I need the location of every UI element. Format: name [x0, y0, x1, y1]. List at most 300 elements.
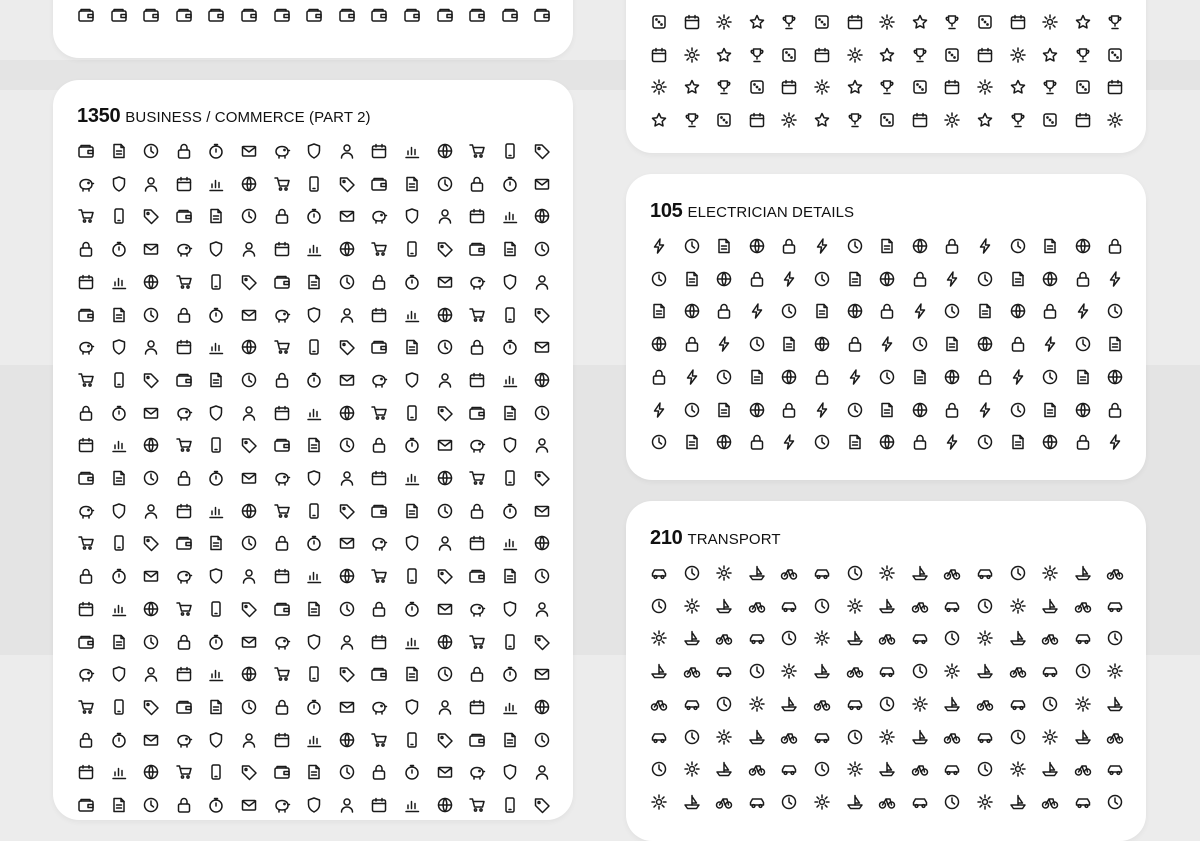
calendar-icon: [175, 175, 193, 193]
globe-icon: [338, 240, 356, 258]
wallet-icon: [370, 6, 388, 24]
piggy-bank-icon: [468, 273, 486, 291]
clock-icon: [846, 728, 864, 746]
bike-icon: [715, 629, 733, 647]
cart-icon: [273, 338, 291, 356]
document-icon: [943, 335, 961, 353]
globe-icon: [240, 175, 258, 193]
document-icon: [846, 433, 864, 451]
car-icon: [780, 760, 798, 778]
calendar-icon: [846, 13, 864, 31]
stopwatch-icon: [501, 502, 519, 520]
tag-icon: [436, 731, 454, 749]
document-icon: [911, 368, 929, 386]
document-icon: [780, 335, 798, 353]
clock-icon: [1009, 728, 1027, 746]
calendar-icon: [1074, 111, 1092, 129]
wallet-icon: [370, 338, 388, 356]
phone-icon: [305, 175, 323, 193]
boat-icon: [911, 564, 929, 582]
chart-icon: [501, 698, 519, 716]
icon-count: 105: [650, 200, 683, 222]
car-icon: [976, 564, 994, 582]
bike-icon: [683, 662, 701, 680]
wallet-icon: [77, 142, 95, 160]
clock-icon: [943, 302, 961, 320]
envelope-icon: [142, 567, 160, 585]
envelope-icon: [240, 633, 258, 651]
calendar-icon: [370, 306, 388, 324]
phone-icon: [207, 436, 225, 454]
calendar-icon: [1106, 78, 1124, 96]
lock-icon: [878, 302, 896, 320]
wallet-icon: [370, 175, 388, 193]
clock-icon: [240, 534, 258, 552]
boat-icon: [846, 629, 864, 647]
tag-icon: [533, 142, 551, 160]
calendar-icon: [273, 731, 291, 749]
gear-icon: [943, 662, 961, 680]
calendar-icon: [175, 502, 193, 520]
piggy-bank-icon: [468, 600, 486, 618]
chart-icon: [403, 633, 421, 651]
tag-icon: [240, 763, 258, 781]
chart-icon: [207, 175, 225, 193]
tag-icon: [436, 404, 454, 422]
category-name: BUSINESS / COMMERCE (PART 2): [125, 109, 371, 126]
chart-icon: [403, 142, 421, 160]
globe-icon: [142, 763, 160, 781]
clock-icon: [780, 629, 798, 647]
card-title: [77, 105, 371, 128]
envelope-icon: [436, 600, 454, 618]
globe-icon: [976, 335, 994, 353]
lock-icon: [77, 240, 95, 258]
lock-icon: [813, 368, 831, 386]
boat-icon: [976, 662, 994, 680]
lock-icon: [780, 401, 798, 419]
gear-icon: [878, 728, 896, 746]
stopwatch-icon: [207, 306, 225, 324]
tag-icon: [142, 371, 160, 389]
document-icon: [403, 502, 421, 520]
cart-icon: [468, 633, 486, 651]
car-icon: [1074, 793, 1092, 811]
document-icon: [1009, 270, 1027, 288]
car-icon: [1106, 760, 1124, 778]
phone-icon: [207, 273, 225, 291]
tag-icon: [533, 633, 551, 651]
clock-icon: [683, 564, 701, 582]
piggy-bank-icon: [370, 207, 388, 225]
boat-icon: [683, 793, 701, 811]
shield-icon: [110, 338, 128, 356]
lock-icon: [1106, 401, 1124, 419]
clock-icon: [748, 662, 766, 680]
car-icon: [780, 597, 798, 615]
bolt-icon: [1074, 302, 1092, 320]
stopwatch-icon: [403, 763, 421, 781]
clock-icon: [142, 469, 160, 487]
phone-icon: [305, 502, 323, 520]
boat-icon: [1009, 629, 1027, 647]
bolt-icon: [715, 335, 733, 353]
bike-icon: [846, 662, 864, 680]
clock-icon: [683, 728, 701, 746]
globe-icon: [338, 731, 356, 749]
chart-icon: [305, 731, 323, 749]
envelope-icon: [436, 436, 454, 454]
wallet-icon: [175, 698, 193, 716]
bolt-icon: [846, 368, 864, 386]
cart-icon: [273, 175, 291, 193]
cart-icon: [77, 534, 95, 552]
chart-icon: [207, 665, 225, 683]
lock-icon: [175, 796, 193, 814]
trophy-icon: [846, 111, 864, 129]
boat-icon: [878, 597, 896, 615]
clock-icon: [1106, 793, 1124, 811]
car-icon: [976, 728, 994, 746]
car-icon: [748, 629, 766, 647]
stopwatch-icon: [501, 175, 519, 193]
document-icon: [207, 534, 225, 552]
cart-icon: [77, 207, 95, 225]
document-icon: [110, 142, 128, 160]
wallet-icon: [273, 436, 291, 454]
wallet-icon: [273, 600, 291, 618]
bike-icon: [1106, 564, 1124, 582]
bolt-icon: [976, 401, 994, 419]
globe-icon: [142, 273, 160, 291]
document-icon: [878, 237, 896, 255]
calendar-icon: [911, 111, 929, 129]
calendar-icon: [813, 46, 831, 64]
shield-icon: [501, 273, 519, 291]
star-icon: [748, 13, 766, 31]
shield-icon: [110, 665, 128, 683]
phone-icon: [207, 763, 225, 781]
gear-icon: [1009, 597, 1027, 615]
globe-icon: [1041, 433, 1059, 451]
clock-icon: [878, 695, 896, 713]
calendar-icon: [77, 763, 95, 781]
globe-icon: [748, 401, 766, 419]
lock-icon: [1106, 237, 1124, 255]
transport-card: [626, 501, 1146, 841]
calendar-icon: [780, 78, 798, 96]
lock-icon: [77, 404, 95, 422]
document-icon: [501, 240, 519, 258]
clock-icon: [1009, 564, 1027, 582]
clock-icon: [683, 237, 701, 255]
tag-icon: [240, 436, 258, 454]
phone-icon: [501, 306, 519, 324]
calendar-icon: [175, 338, 193, 356]
user-icon: [142, 175, 160, 193]
star-icon: [650, 111, 668, 129]
wallet-icon: [175, 207, 193, 225]
bike-icon: [976, 695, 994, 713]
wallet-icon: [501, 6, 519, 24]
globe-icon: [142, 436, 160, 454]
shield-icon: [403, 371, 421, 389]
globe-icon: [650, 335, 668, 353]
wallet-icon: [77, 6, 95, 24]
calendar-icon: [273, 567, 291, 585]
clock-icon: [715, 368, 733, 386]
chart-icon: [501, 534, 519, 552]
document-icon: [650, 302, 668, 320]
globe-icon: [1041, 270, 1059, 288]
bolt-icon: [878, 335, 896, 353]
document-icon: [878, 401, 896, 419]
user-icon: [338, 796, 356, 814]
envelope-icon: [533, 665, 551, 683]
tag-icon: [338, 665, 356, 683]
business-commerce-card: [53, 80, 573, 820]
piggy-bank-icon: [370, 534, 388, 552]
phone-icon: [207, 600, 225, 618]
envelope-icon: [533, 175, 551, 193]
bike-icon: [943, 728, 961, 746]
bike-icon: [715, 793, 733, 811]
wallet-icon: [468, 567, 486, 585]
globe-icon: [911, 237, 929, 255]
globe-icon: [533, 371, 551, 389]
wallet-icon: [273, 763, 291, 781]
chart-icon: [110, 600, 128, 618]
calendar-icon: [370, 142, 388, 160]
cart-icon: [468, 306, 486, 324]
gear-icon: [911, 695, 929, 713]
star-icon: [683, 78, 701, 96]
bike-icon: [748, 760, 766, 778]
globe-icon: [1074, 237, 1092, 255]
piggy-bank-icon: [77, 175, 95, 193]
globe-icon: [533, 698, 551, 716]
boat-icon: [813, 662, 831, 680]
bolt-icon: [1106, 433, 1124, 451]
globe-icon: [436, 306, 454, 324]
cart-icon: [468, 469, 486, 487]
car-icon: [683, 695, 701, 713]
star-icon: [911, 13, 929, 31]
globe-icon: [813, 335, 831, 353]
dice-icon: [650, 13, 668, 31]
clock-icon: [436, 175, 454, 193]
phone-icon: [305, 665, 323, 683]
phone-icon: [501, 796, 519, 814]
piggy-bank-icon: [370, 698, 388, 716]
shield-icon: [305, 633, 323, 651]
clock-icon: [683, 401, 701, 419]
clock-icon: [1041, 695, 1059, 713]
calendar-icon: [175, 665, 193, 683]
boat-icon: [715, 760, 733, 778]
calendar-icon: [683, 13, 701, 31]
gear-icon: [748, 695, 766, 713]
gear-icon: [715, 13, 733, 31]
stopwatch-icon: [403, 600, 421, 618]
boat-icon: [1009, 793, 1027, 811]
lock-icon: [77, 731, 95, 749]
gear-icon: [780, 111, 798, 129]
category-name: ELECTRICIAN DETAILS: [687, 204, 855, 221]
car-icon: [911, 629, 929, 647]
bike-icon: [1041, 629, 1059, 647]
wallet-icon: [436, 6, 454, 24]
clock-icon: [142, 142, 160, 160]
car-icon: [650, 728, 668, 746]
clock-icon: [878, 368, 896, 386]
lock-icon: [1041, 302, 1059, 320]
envelope-icon: [338, 207, 356, 225]
shield-icon: [403, 698, 421, 716]
bolt-icon: [650, 237, 668, 255]
lock-icon: [911, 270, 929, 288]
star-icon: [878, 46, 896, 64]
shield-icon: [305, 796, 323, 814]
bike-icon: [780, 564, 798, 582]
phone-icon: [305, 338, 323, 356]
bolt-icon: [976, 237, 994, 255]
tag-icon: [142, 698, 160, 716]
calendar-icon: [370, 796, 388, 814]
clock-icon: [240, 207, 258, 225]
tag-icon: [240, 600, 258, 618]
globe-icon: [436, 142, 454, 160]
trophy-icon: [1009, 111, 1027, 129]
document-icon: [715, 237, 733, 255]
wallet-icon: [370, 665, 388, 683]
stopwatch-icon: [403, 436, 421, 454]
dice-icon: [1074, 78, 1092, 96]
bolt-icon: [683, 368, 701, 386]
wallet-icon: [370, 502, 388, 520]
user-icon: [533, 600, 551, 618]
clock-icon: [533, 240, 551, 258]
boat-icon: [878, 760, 896, 778]
gear-icon: [813, 629, 831, 647]
lock-icon: [370, 600, 388, 618]
tag-icon: [338, 502, 356, 520]
gear-icon: [683, 46, 701, 64]
bolt-icon: [813, 237, 831, 255]
clock-icon: [780, 302, 798, 320]
lock-icon: [370, 436, 388, 454]
car-icon: [878, 662, 896, 680]
clock-icon: [142, 796, 160, 814]
clock-icon: [436, 338, 454, 356]
user-icon: [240, 567, 258, 585]
lock-icon: [468, 175, 486, 193]
globe-icon: [436, 633, 454, 651]
phone-icon: [501, 469, 519, 487]
cart-icon: [77, 371, 95, 389]
gear-icon: [976, 629, 994, 647]
stopwatch-icon: [110, 731, 128, 749]
trophy-icon: [1074, 46, 1092, 64]
globe-icon: [1106, 368, 1124, 386]
gear-icon: [943, 111, 961, 129]
trophy-icon: [911, 46, 929, 64]
user-icon: [533, 763, 551, 781]
chart-icon: [207, 502, 225, 520]
gear-icon: [683, 760, 701, 778]
envelope-icon: [142, 240, 160, 258]
gear-icon: [715, 564, 733, 582]
gear-icon: [1009, 760, 1027, 778]
envelope-icon: [240, 469, 258, 487]
stopwatch-icon: [207, 633, 225, 651]
lock-icon: [370, 763, 388, 781]
document-icon: [1041, 237, 1059, 255]
lock-icon: [273, 698, 291, 716]
clock-icon: [1106, 629, 1124, 647]
stopwatch-icon: [305, 698, 323, 716]
clock-icon: [338, 763, 356, 781]
lock-icon: [370, 273, 388, 291]
shield-icon: [305, 306, 323, 324]
clock-icon: [813, 597, 831, 615]
bolt-icon: [911, 302, 929, 320]
gear-icon: [1009, 46, 1027, 64]
globe-icon: [715, 270, 733, 288]
clock-icon: [1074, 335, 1092, 353]
card-title: [650, 200, 854, 223]
shield-icon: [207, 731, 225, 749]
piggy-bank-icon: [175, 731, 193, 749]
lock-icon: [650, 368, 668, 386]
bike-icon: [780, 728, 798, 746]
document-icon: [976, 302, 994, 320]
clock-icon: [1009, 401, 1027, 419]
star-icon: [715, 46, 733, 64]
boat-icon: [650, 662, 668, 680]
bolt-icon: [1009, 368, 1027, 386]
bike-icon: [1041, 793, 1059, 811]
dice-icon: [1041, 111, 1059, 129]
chart-icon: [501, 207, 519, 225]
shield-icon: [501, 436, 519, 454]
gear-icon: [1041, 13, 1059, 31]
chart-icon: [110, 763, 128, 781]
electrician-details-card: [626, 174, 1146, 480]
calendar-icon: [370, 469, 388, 487]
document-icon: [683, 270, 701, 288]
document-icon: [813, 302, 831, 320]
lock-icon: [273, 371, 291, 389]
stopwatch-icon: [501, 338, 519, 356]
gear-icon: [715, 728, 733, 746]
envelope-icon: [338, 698, 356, 716]
cart-icon: [468, 142, 486, 160]
bike-icon: [878, 629, 896, 647]
wallet-icon: [533, 6, 551, 24]
lock-icon: [468, 502, 486, 520]
lock-icon: [683, 335, 701, 353]
lock-icon: [1074, 270, 1092, 288]
piggy-bank-icon: [273, 306, 291, 324]
clock-icon: [650, 433, 668, 451]
tag-icon: [142, 207, 160, 225]
tag-icon: [533, 469, 551, 487]
bolt-icon: [943, 433, 961, 451]
globe-icon: [1074, 401, 1092, 419]
gear-icon: [813, 78, 831, 96]
car-icon: [1074, 629, 1092, 647]
